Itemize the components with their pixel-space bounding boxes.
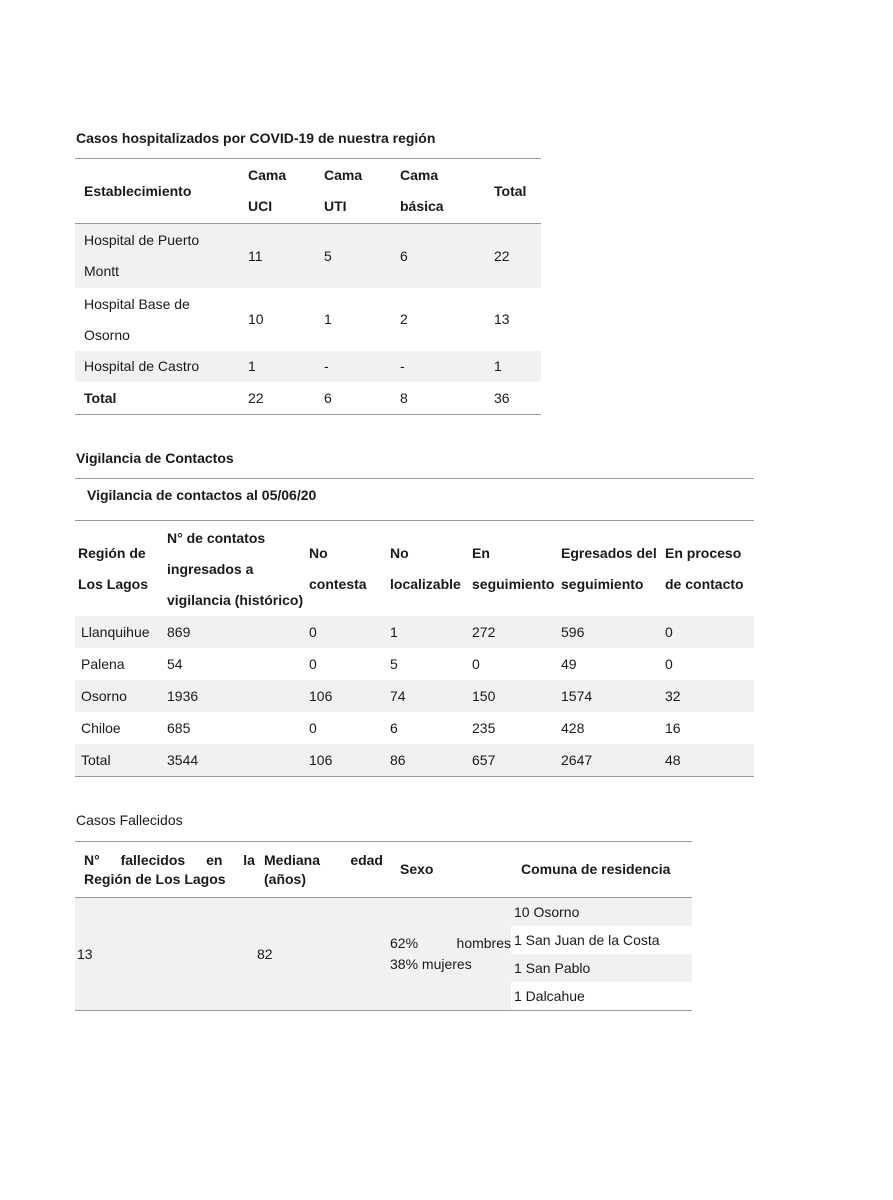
cell-egresados: 428 <box>561 720 585 736</box>
cell-region-name: Total <box>75 744 164 777</box>
header-no-contesta: No contesta <box>309 545 367 592</box>
cell-contacts-entered: 54 <box>167 656 183 672</box>
hospitalized-title: Casos hospitalizados por COVID-19 de nuestra región <box>76 130 436 146</box>
table-total-row <box>75 744 754 777</box>
table-row <box>75 616 754 648</box>
cell-en-seguimiento: 150 <box>469 680 558 712</box>
header-sex: Sexo <box>386 842 511 898</box>
list-item: 10 Osorno <box>511 898 692 926</box>
cell-no-localizable: 1 <box>387 616 469 648</box>
contacts-caption: Vigilancia de contactos al 05/06/20 <box>75 478 754 521</box>
hospital-name: Hospital de Puerto Montt <box>75 224 239 289</box>
cell-en-seguimiento: 235 <box>472 720 496 736</box>
header-deaths-count: N° fallecidos en la Región de Los Lagos <box>75 842 255 898</box>
table-row <box>75 351 541 382</box>
hospital-name: Hospital Base de Osorno <box>84 295 190 343</box>
cell-contacts-entered: 869 <box>164 616 306 648</box>
cell-basica: - <box>391 351 485 382</box>
cell-total: 22 <box>485 224 541 289</box>
cell-region-name: Llanquihue <box>75 616 164 648</box>
cell-no-contesta: 106 <box>306 744 387 777</box>
cell-contacts-entered: 3544 <box>164 744 306 777</box>
cell-contacts-entered: 1936 <box>164 680 306 712</box>
cell-total: 1 <box>485 351 541 382</box>
commune-list <box>511 898 692 1011</box>
cell-uci: 10 <box>248 311 264 327</box>
header-cama-uti: Cama UTI <box>315 159 391 224</box>
hospitalized-table <box>75 158 541 415</box>
header-commune: Comuna de residencia <box>511 842 692 898</box>
table-row <box>75 288 541 351</box>
cell-en-proceso: 32 <box>662 680 754 712</box>
header-en-seguimiento: En seguimiento <box>472 545 555 592</box>
cell-egresados: 49 <box>561 656 577 672</box>
table-row <box>75 898 692 1011</box>
cell-en-proceso: 0 <box>662 616 754 648</box>
cell-uti: 1 <box>324 311 332 327</box>
cell-no-contesta: 0 <box>306 616 387 648</box>
cell-no-localizable: 74 <box>387 680 469 712</box>
cell-region-name: Osorno <box>75 680 164 712</box>
deaths-table <box>75 841 692 1011</box>
cell-uti: 5 <box>315 224 391 289</box>
deaths-count: 13 <box>75 898 255 1011</box>
cell-no-contesta: 0 <box>309 656 317 672</box>
total-label: Total <box>84 389 117 406</box>
cell-uti: 6 <box>324 389 332 406</box>
cell-total: 36 <box>494 389 510 406</box>
cell-en-proceso: 16 <box>665 720 681 736</box>
cell-en-seguimiento: 272 <box>469 616 558 648</box>
cell-uti: - <box>315 351 391 382</box>
cell-egresados: 2647 <box>558 744 662 777</box>
list-item: 1 San Juan de la Costa <box>514 932 660 948</box>
list-item: 1 San Pablo <box>511 954 692 982</box>
header-no-localizable: No localizable <box>390 545 461 592</box>
cell-no-contesta: 0 <box>309 720 317 736</box>
cell-uci: 1 <box>239 351 315 382</box>
header-en-proceso: En proceso de contacto <box>665 545 744 592</box>
median-age: 82 <box>255 898 386 1011</box>
cell-basica: 8 <box>400 389 408 406</box>
table-row <box>75 648 754 680</box>
cell-uci: 11 <box>239 224 315 289</box>
table-header-row <box>75 522 754 616</box>
cell-en-seguimiento: 657 <box>469 744 558 777</box>
cell-no-contesta: 106 <box>306 680 387 712</box>
header-median-age: Mediana edad (años) <box>255 842 386 898</box>
cell-en-proceso: 48 <box>662 744 754 777</box>
cell-basica: 6 <box>391 224 485 289</box>
header-cama-uci: Cama UCI <box>239 159 315 224</box>
cell-uci: 22 <box>248 389 264 406</box>
header-egresados: Egresados del seguimiento <box>561 545 657 592</box>
header-cama-basica: Cama básica <box>391 159 485 224</box>
header-region: Región de Los Lagos <box>78 545 149 592</box>
header-establecimiento: Establecimiento <box>75 159 239 224</box>
cell-no-localizable: 6 <box>390 720 398 736</box>
list-item: 1 Dalcahue <box>514 988 585 1004</box>
cell-region-name: Palena <box>81 656 125 672</box>
cell-no-localizable: 5 <box>390 656 398 672</box>
cell-contacts-entered: 685 <box>167 720 191 736</box>
cell-no-localizable: 86 <box>387 744 469 777</box>
cell-en-seguimiento: 0 <box>472 656 480 672</box>
table-row <box>75 712 754 744</box>
cell-egresados: 596 <box>558 616 662 648</box>
cell-total: 13 <box>494 311 510 327</box>
hospital-name: Hospital de Castro <box>75 351 239 382</box>
deaths-section-title: Casos Fallecidos <box>76 812 183 828</box>
contacts-table <box>75 522 754 777</box>
table-header-row <box>75 842 692 898</box>
table-header-row <box>75 159 541 224</box>
cell-en-proceso: 0 <box>665 656 673 672</box>
sex-distribution: 62% hombres 38% mujeres <box>386 898 511 1011</box>
table-total-row <box>75 382 541 415</box>
contacts-section-title: Vigilancia de Contactos <box>76 450 234 466</box>
cell-egresados: 1574 <box>558 680 662 712</box>
table-row <box>75 224 541 289</box>
cell-basica: 2 <box>400 311 408 327</box>
header-contacts-entered: N° de contatos ingresados a vigilancia (histórico) <box>167 529 304 608</box>
table-row <box>75 680 754 712</box>
header-total: Total <box>485 159 541 224</box>
cell-region-name: Chiloe <box>81 720 121 736</box>
